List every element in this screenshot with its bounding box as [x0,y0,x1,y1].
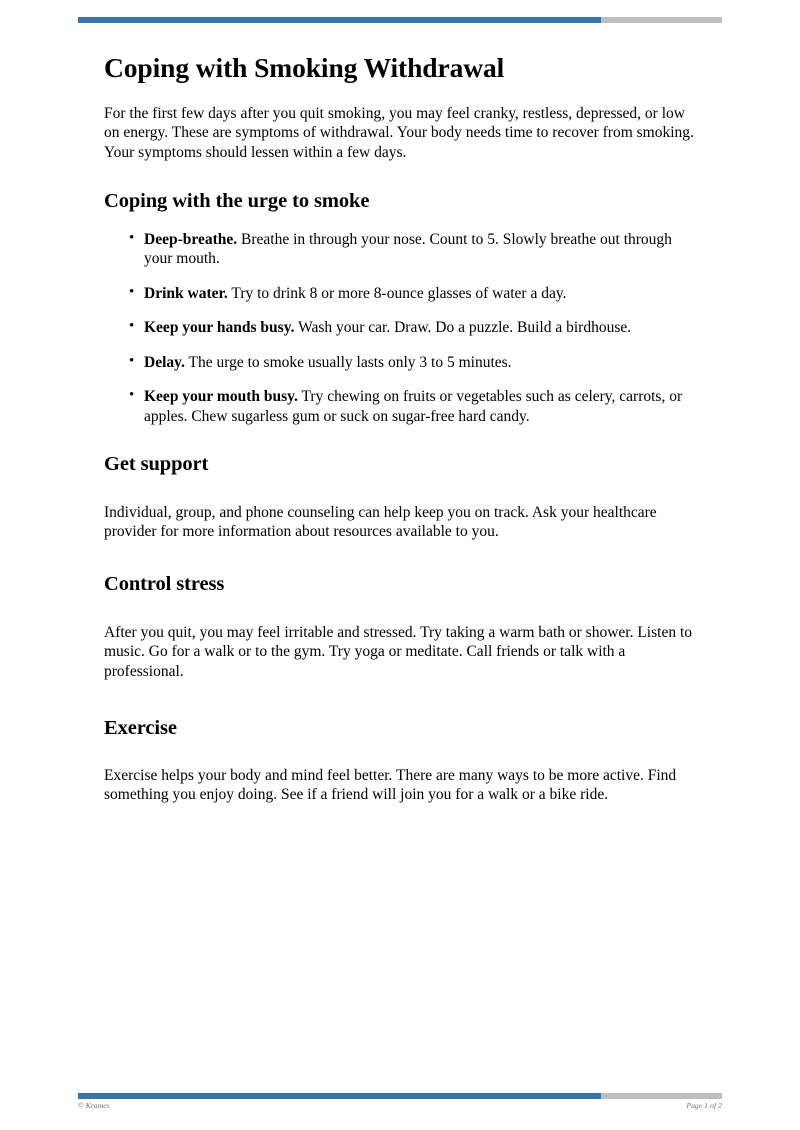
tip-text: Try chewing on fruits or vegetables such as celery, carrots, or apples. Chew sugarless gum or suck on sugar-free hard candy. [144,388,683,425]
list-item [104,353,700,373]
tip-text: The urge to smoke usually lasts only 3 to 5 minutes. [184,353,512,371]
list-item [104,230,700,269]
tip-lead-in: Keep your hands busy. [144,319,295,337]
header-rule-gray-segment [601,17,722,23]
section-heading-urge: Coping with the urge to smoke [104,190,370,213]
tip-text: Wash your car. Draw. Do a puzzle. Build a birdhouse. [294,319,632,337]
header-rule [78,17,722,23]
page-footer [78,1101,722,1110]
tip-lead-in: Delay. [144,353,185,371]
header-rule-blue-segment [78,17,601,23]
list-item [104,318,700,338]
tip-lead-in: Keep your mouth busy. [144,388,298,406]
page-title: Coping with Smoking Withdrawal [104,52,505,83]
document-content [104,52,700,805]
page-indicator: Page 1 of 2 [686,1101,722,1110]
tip-lead-in: Drink water. [144,284,228,302]
section-heading-control-stress: Control stress [104,573,225,595]
section-body-get-support: Individual, group, and phone counseling can help keep you on track. Ask your healthcare provider for more information about resources available to you. [104,503,657,541]
tip-text: Breathe in through your nose. Count to 5. Slowly breathe out through your mouth. [144,230,672,268]
tip-lead-in: Deep-breathe. [144,230,238,248]
section-heading-exercise: Exercise [104,717,177,740]
footer-rule-gray-segment [601,1093,722,1099]
footer-rule-blue-segment [78,1093,601,1099]
section-heading-get-support: Get support [104,453,209,476]
list-item [104,387,700,426]
urge-tips-list [104,230,700,427]
footer-rule [78,1093,722,1099]
copyright-text: © Krames [78,1101,110,1110]
section-body-control-stress: After you quit, you may feel irritable and stressed. Try taking a warm bath or shower. Listen to music. Go for a walk or to the gym. Try yoga or meditate. Call friends or talk with a professional. [104,623,693,680]
tip-text: Try to drink 8 or more 8-ounce glasses of water a day. [227,284,567,302]
list-item [104,284,700,304]
section-body-exercise: Exercise helps your body and mind feel better. There are many ways to be more active. Find something you enjoy doing. See if a friend will join you for a walk or a bike ride. [104,766,677,804]
intro-paragraph: For the first few days after you quit smoking, you may feel cranky, restless, depressed, or low on energy. These are symptoms of withdrawal. Your body needs time to recover from smoking. Your symptoms should lessen within a few days. [104,104,694,161]
